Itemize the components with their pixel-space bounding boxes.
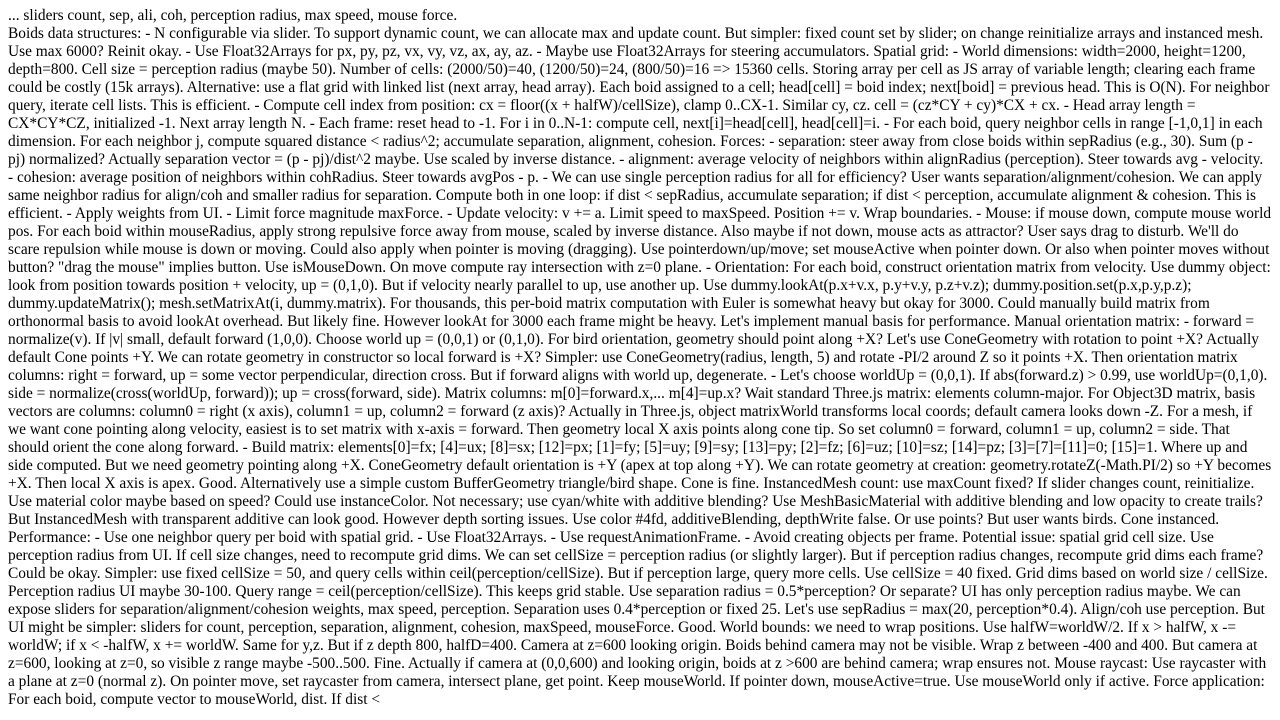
text-line-1: ... sliders count, sep, ali, coh, perception radius, max speed, mouse force. [8,7,458,24]
text-paragraph-main: Boids data structures: - N configurable via slider. To support dynamic count, we can allocate max and update count. But simpler: fixed count set by slider; on change reinitialize arrays and instanced mesh. Use max 6000? Reinit okay. - Use Float32Arrays for px, py, pz, vx, vy, vz, ax, ay, az. - Maybe use Float32Arrays for steering accumulators. Spatial grid: - World dimensions: width=2000, height=1200, depth=800. Cell size = perception radius (maybe 50). Number of cells: (2000/50)=40, (1200/50)=24, (800/50)=16 => 15360 cells. Storing array per cell as JS array of variable length; clearing each frame could be costly (15k arrays). Alternative: use a flat grid with linked list (next array, head array). Each boid assigned to a cell; head[cell] = boid index; next[boid] = previous head. This is O(N). For neighbor query, iterate cell lists. This is efficient. - Compute cell index from position: cx = floor((x + halfW)/cellSize), clamp 0..CX-1. Similar cy, cz. cell = (cz*CY + cy)*CX + cx. - Head array length = CX*CY*CZ, initialized -1. Next array length N. - Each frame: reset head to -1. For i in 0..N-1: compute cell, next[i]=head[cell], head[cell]=i. - For each boid, query neighbor cells in range [-1,0,1] in each dimension. For each neighbor j, compute squared distance < radius^2; accumulate separation, alignment, cohesion. Forces: - separation: steer away from close boids within sepRadius (e.g., 30). Sum (p - pj) normalized? Actually separation vector = (p - pj)/dist^2 maybe. Use scaled by inverse distance. - alignment: average velocity of neighbors within alignRadius (perception). Steer towards avg - velocity. - cohesion: average position of neighbors within cohRadius. Steer towards avgPos - p. - We can use single perception radius for all for efficiency? User wants separation/alignment/cohesion. We can apply same neighbor radius for align/coh and smaller radius for separation. Compute both in one loop: if dist < sepRadius, accumulate separation; if dist < perception, accumulate alignment & cohesion. This is efficient. - Apply weights from UI. - Limit force magnitude maxForce. - Update velocity: v += a. Limit speed to maxSpeed. Position += v. Wrap boundaries. - Mouse: if mouse down, compute mouse world pos. For each boid within mouseRadius, apply strong repulsive force away from mouse, scaled by inverse distance. Also maybe if not down, mouse acts as attractor? User says drag to disturb. We'll do scare repulsion while mouse is down or moving. Could also apply when pointer is moving (dragging). Use pointerdown/up/move; set mouseActive when pointer down. Or also when pointer moves without button? "drag the mouse" implies button. Use isMouseDown. On move compute ray intersection with z=0 plane. - Orientation: For each boid, construct orientation matrix from velocity. Use dummy object: look from position towards position + velocity, up = (0,1,0). But if velocity nearly parallel to up, use another up. Use dummy.lookAt(p.x+v.x, p.y+v.y, p.z+v.z); dummy.position.set(p.x,p.y,p.z); dummy.updateMatrix(); mesh.setMatrixAt(i, dummy.matrix). For thousands, this per-boid matrix computation with Euler is somewhat heavy but okay for 3000. Could manually build matrix from orthonormal basis to avoid lookAt overhead. But likely fine. However lookAt for 3000 each frame might be heavy. Let's implement manual basis for performance. Manual orientation matrix: - forward = normalize(v). If |v| small, default forward (1,0,0). Choose world up = (0,0,1) or (0,1,0). For bird orientation, geometry should point along +X? Let's use ConeGeometry with rotation to point +X? Actually default Cone points +Y. We can rotate geometry in constructor so local forward is +X? Simpler: use ConeGeometry(radius, length, 5) and rotate -PI/2 around Z so it points +X. Then orientation matrix columns: right = forward, up = some vector perpendicular, direction cross. But if forward aligns with world up, degenerate. - Let's choose worldUp = (0,0,1). If abs(forward.z) > 0.99, use worldUp=(0,1,0). side = normalize(cross(worldUp, forward)); up = cross(forward, side). Matrix columns: m[0]=forward.x,... m[4]=up.x? Wait standard Three.js matrix: elements column-major. For Object3D matrix, basis vectors are columns: column0 = right (x axis), column1 = up, column2 = forward (z axis)? Actually in Three.js, object matrixWorld transforms local coords; default camera looks down -Z. For a mesh, if we want cone pointing along velocity, easiest is to set matrix with x-axis = forward. Then geometry local X axis points along cone tip. So set column0 = forward, column1 = up, column2 = side. That should orient the cone along forward. - Build matrix: elements[0]=fx; [4]=ux; [8]=sx; [12]=px; [1]=fy; [5]=uy; [9]=sy; [13]=py; [2]=fz; [6]=uz; [10]=sz; [14]=pz; [3]=[7]=[11]=0; [15]=1. Where up and side computed. But we need geometry pointing along +X. ConeGeometry default orientation is +Y (apex at top along +Y). We can rotate geometry at creation: geometry.rotateZ(-Math.PI/2) so +Y becomes +X. Then local X axis is apex. Good. Alternatively use a simple custom BufferGeometry triangle/bird shape. Cone is fine. InstancedMesh count: use maxCount fixed? If slider changes count, reinitialize. Use material color maybe based on speed? Could use instanceColor. Not necessary; use cyan/white with additive blending? Use MeshBasicMaterial with additive blending and low opacity to create trails? But InstancedMesh with transparent additive can look good. However depth sorting issues. Use color #4fd, additiveBlending, depthWrite false. Or use points? But user wants birds. Cone instanced. Performance: - Use one neighbor query per boid with spatial grid. - Use Float32Arrays. - Use requestAnimationFrame. - Avoid creating objects per frame. Potential issue: spatial grid cell size. Use perception radius from UI. If cell size changes, need to recompute grid dims. We can set cellSize = perception radius (or slightly larger). But if perception radius changes, recompute grid dims each frame? Could be okay. Simpler: use fixed cellSize = 50, and query cells within ceil(perception/cellSize). But if perception large, query more cells. Use cellSize = 40 fixed. Grid dims based on world size / cellSize. Perception radius UI maybe 30-100. Query range = ceil(perception/cellSize). This keeps grid stable. Use separation radius = 0.5*perception? Or separate? UI has only perception radius maybe. We can expose sliders for separation/alignment/cohesion weights, max speed, perception. Separation uses 0.4*perception or fixed 25. Let's use sepRadius = max(20, perception*0.4). Align/coh use perception. But UI might be simpler: sliders for count, perception, separation, alignment, cohesion, maxSpeed, mouseForce. Good. World bounds: we need to wrap positions. Use halfW=worldW/2. If x > halfW, x -= worldW; if x < -halfW, x += worldW. Same for y,z. But if z depth 800, halfD=400. Camera at z=600 looking origin. Boids behind camera may not be visible. Wrap z between -400 and 400. But camera at z=600, looking at z=0, so visible z range maybe -500..500. Fine. Actually if camera at (0,0,600) and looking origin, boids at z >600 are behind camera; wrap ensures not. Mouse raycast: Use raycaster with a plane at z=0 (normal z). On pointer move, set raycaster from camera, intersect plane, get point. Keep mouseWorld. If pointer down, mouseActive=true. Use mouseWorld only if active. Force application: For each boid, compute vector to mouseWorld, dist. If dist < [8,25,1272,708]
